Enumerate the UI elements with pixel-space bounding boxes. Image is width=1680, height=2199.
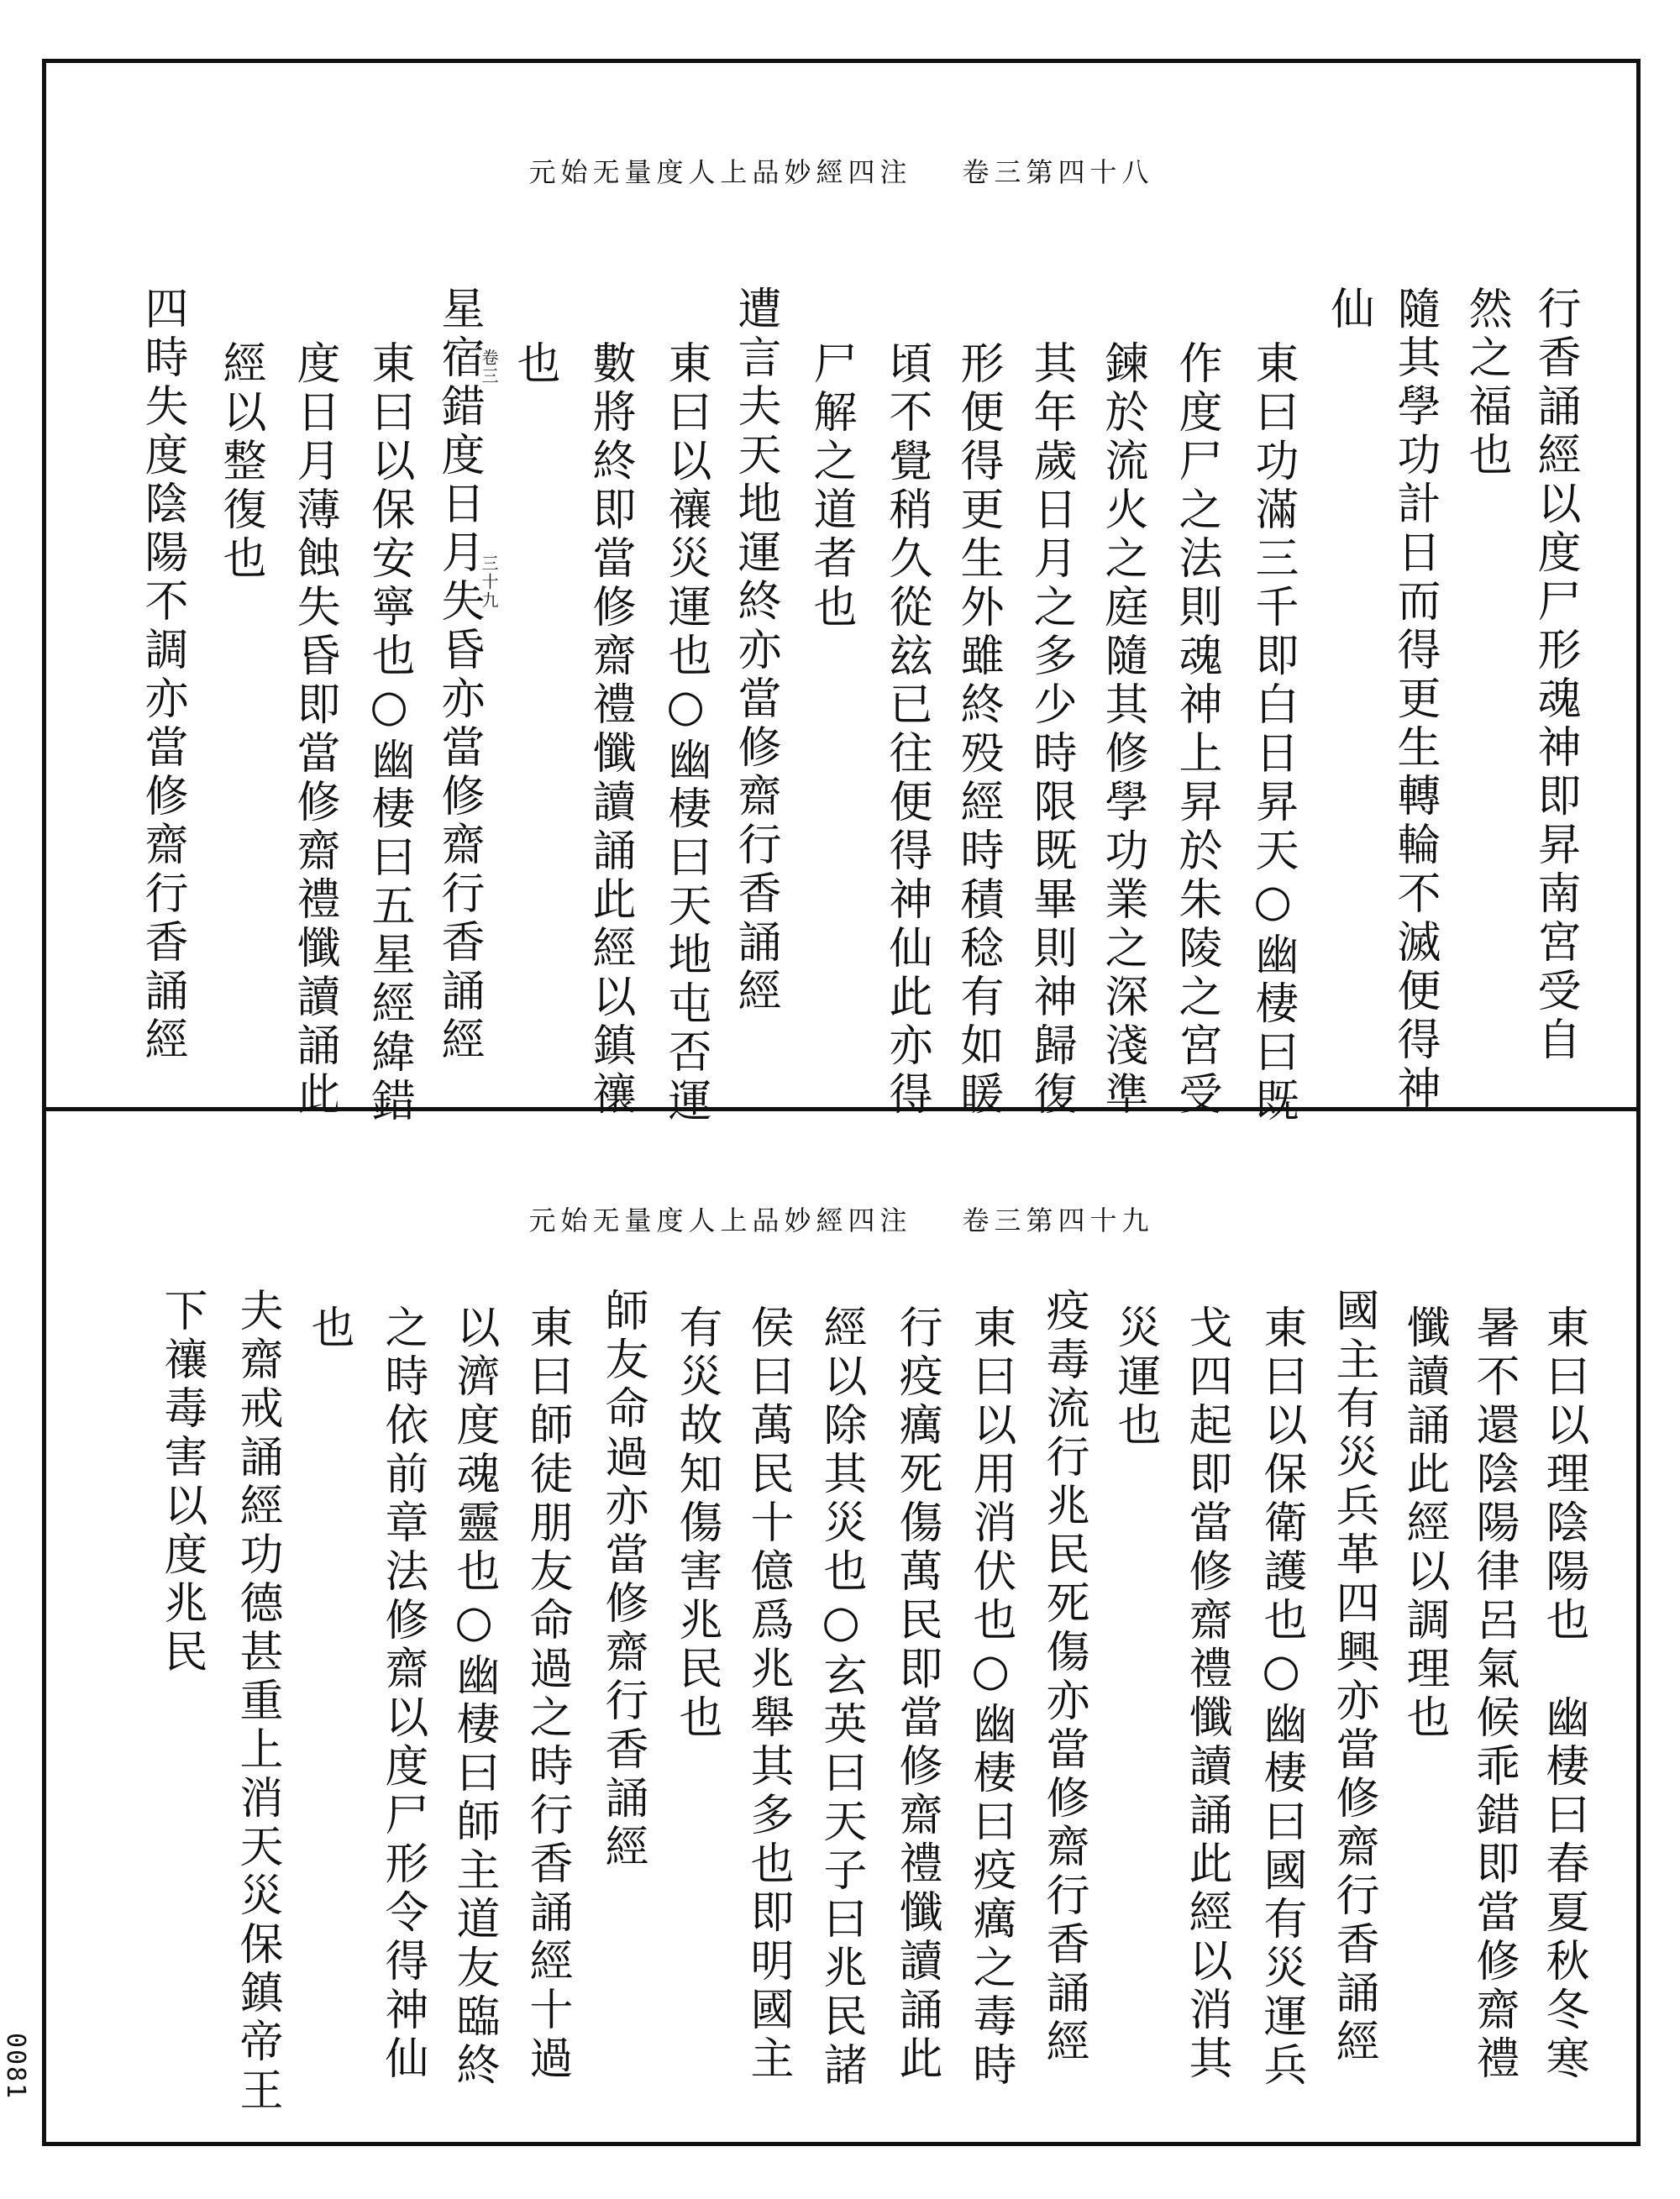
top-text-column: 四時失度陰陽不調亦當修齋行香誦經 — [137, 286, 187, 1065]
bottom-text-column: 下禳毒害以度兆民 — [156, 1288, 207, 1677]
bottom-text-column: 疫毒流行兆民死傷亦當修齋行香誦經 — [1038, 1288, 1089, 2067]
bottom-page — [46, 1111, 1636, 2142]
page-number: 0081 — [1, 2033, 30, 2101]
top-text-column: 頃不覺稍久從玆已往便得神仙此亦得 — [881, 340, 932, 1120]
top-text-column: 然之福也 — [1461, 286, 1511, 480]
top-text-column: 隨其學功計日而得更生轉輪不滅便得神 — [1389, 286, 1440, 1114]
bottom-text-column: 經以除其災也○玄英曰天子曰兆民諸 — [816, 1304, 866, 2091]
top-text-column: 經以整復也 — [215, 340, 265, 584]
top-page-header — [46, 151, 1636, 190]
bottom-text-column: 戈四起即當修齋禮懺讀誦此經以消其 — [1181, 1304, 1231, 2084]
bottom-text-column: 災運也 — [1110, 1304, 1160, 1451]
top-text-column: 數將終即當修齋禮懺讀誦此經以鎮禳 — [585, 340, 635, 1120]
bottom-text-column: 有災故知傷害兆民也 — [671, 1304, 722, 1743]
top-text-column: 度日月薄蝕失昏即當修齋禮懺讀誦此 — [289, 340, 339, 1120]
top-text-column: 鍊於流火之庭隨其修學功業之深淺準 — [1097, 340, 1147, 1120]
top-text-column: 東曰以保安寧也○幽棲曰五星經緯錯 — [364, 340, 414, 1126]
top-text-column: 其年歲日月之多少時限既畢則神歸復 — [1026, 340, 1076, 1120]
bottom-text-column: 東曰以保衛護也○幽棲曰國有災運兵 — [1256, 1304, 1306, 2091]
top-text-column: 東曰以禳災運也○幽棲曰天地屯否運 — [660, 340, 711, 1126]
bottom-text-column: 以濟度魂靈也○幽棲曰師主道友臨終 — [449, 1304, 499, 2091]
margin-note-leaf: 三十九 — [479, 554, 499, 610]
top-header-volume: 卷三第四十八 — [962, 156, 1154, 188]
bottom-text-column: 行疫癘死傷萬民即當修齋禮懺讀誦此 — [891, 1304, 942, 2084]
bottom-text-column: 東曰師徒朋友命過之時行香誦經十過 — [522, 1304, 572, 2084]
top-text-column: 仙 — [1323, 286, 1373, 334]
bottom-text-column: 也 — [303, 1304, 354, 1353]
bottom-text-column: 暑不還陰陽律呂氣候乖錯即當修齋禮 — [1468, 1304, 1519, 2084]
top-text-column: 遭言夫天地運終亦當修齋行香誦經 — [730, 286, 780, 1016]
top-page — [46, 63, 1636, 1126]
bottom-text-column: 夫齋戒誦經功德甚重上消天災保鎮帝王 — [232, 1288, 282, 2116]
top-text-column: 東曰功滿三千即白日昇天○幽棲曰既 — [1247, 340, 1298, 1126]
top-text-column: 星宿錯度日月失昏亦當修齋行香誦經 — [433, 286, 484, 1065]
top-text-column: 行香誦經以度尸形魂神即昇南宮受自 — [1530, 286, 1580, 1065]
bottom-text-column: 懺讀誦此經以調理也 — [1399, 1304, 1449, 1743]
bottom-text-column: 東曰以理陰陽也 幽棲曰春夏秋冬寒 — [1538, 1304, 1588, 2084]
bottom-header-volume: 卷三第四十九 — [962, 1204, 1154, 1236]
bottom-text-column: 師友命過亦當修齋行香誦經 — [597, 1288, 648, 1872]
top-text-column: 尸解之道者也 — [806, 340, 856, 632]
bottom-text-column: 國主有災兵革四興亦當修齋行香誦經 — [1328, 1288, 1378, 2067]
top-text-column: 也 — [509, 340, 559, 389]
bottom-text-column: 之時依前章法修齋以度尸形令得神仙 — [377, 1304, 428, 2084]
top-header-title: 元始无量度人上品妙經四注 — [528, 156, 912, 188]
top-text-column: 形便得更生外雖終殁經時積稔有如䁔 — [953, 340, 1003, 1120]
bottom-text-column: 東曰以用消伏也○幽棲曰疫癘之毒時 — [965, 1304, 1016, 2091]
bottom-header-title: 元始无量度人上品妙經四注 — [528, 1204, 912, 1236]
top-text-column: 作度尸之法則魂神上昇於朱陵之宮受 — [1171, 340, 1221, 1120]
bottom-page-header — [46, 1199, 1636, 1238]
margin-note-volume: 卷三 — [479, 349, 499, 386]
bottom-text-column: 侯曰萬民十億爲兆舉其多也即明國主 — [743, 1304, 793, 2084]
